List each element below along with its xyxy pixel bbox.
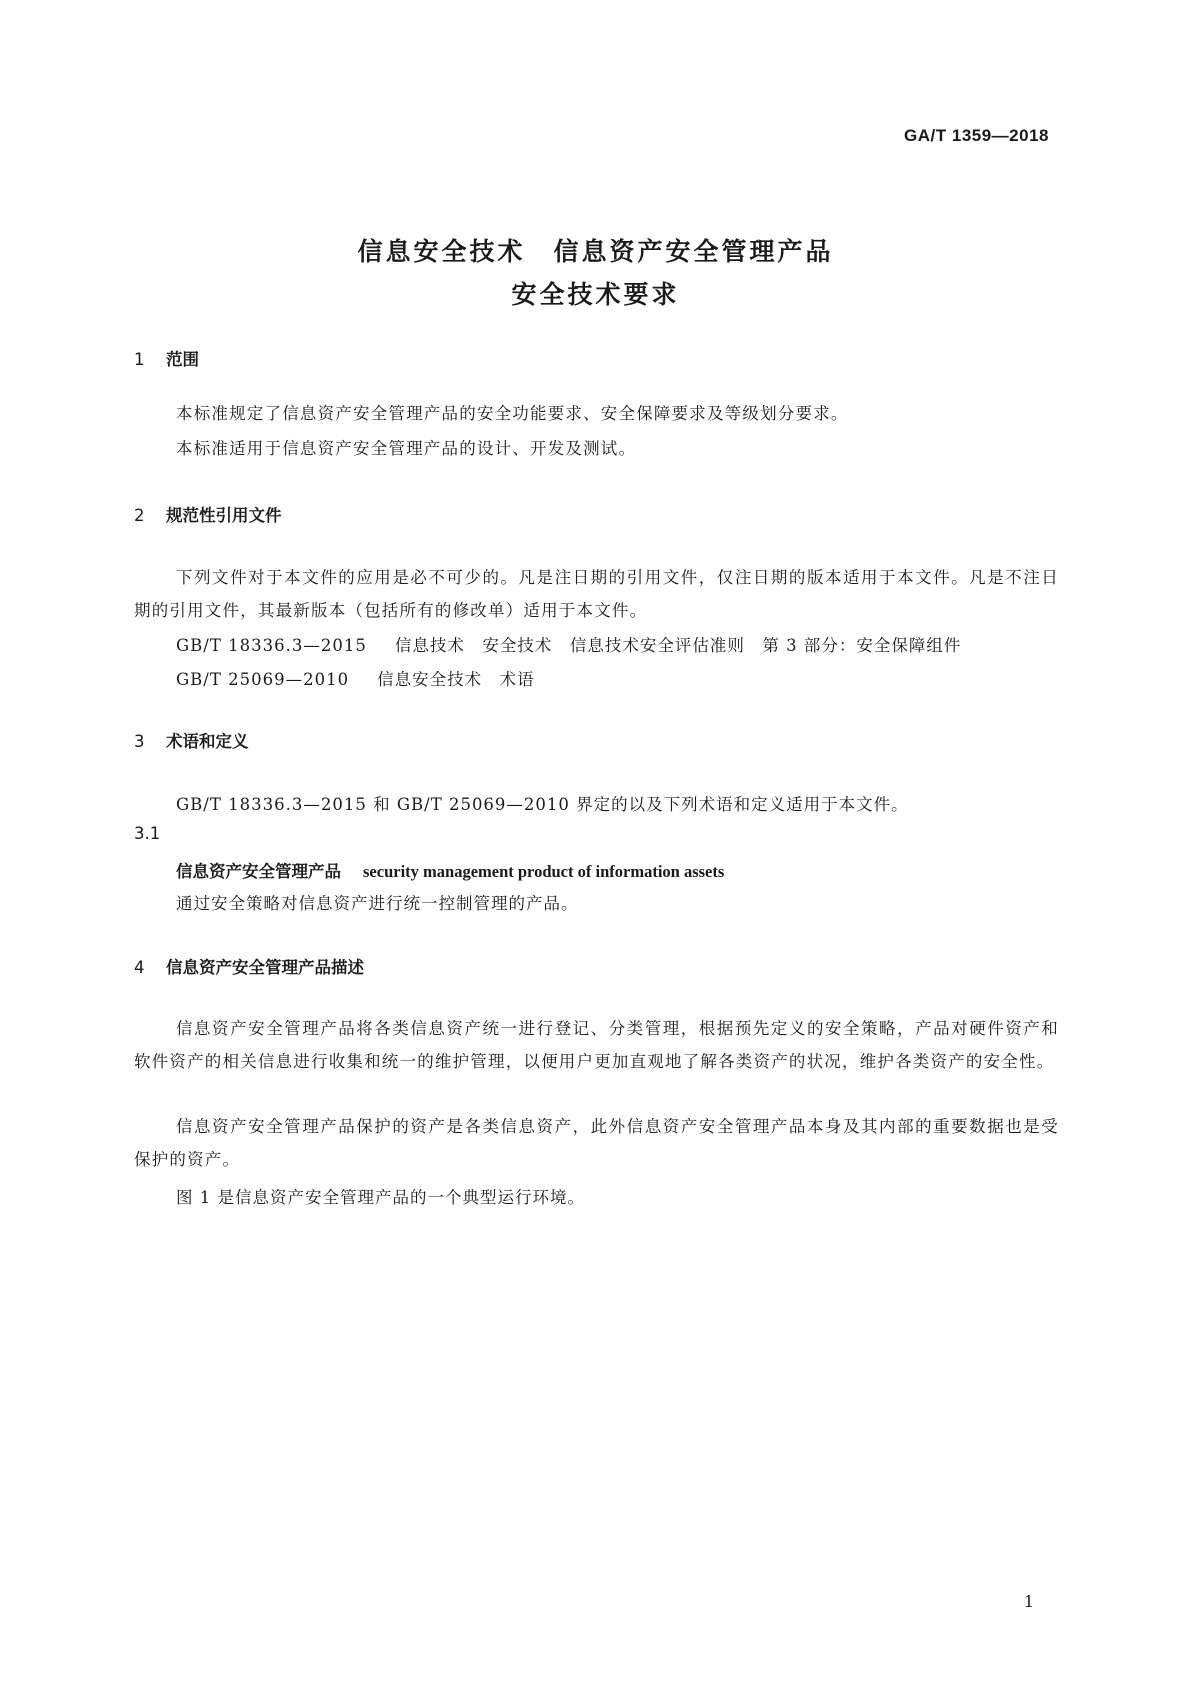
paragraph: 本标准适用于信息资产安全管理产品的设计、开发及测试。 bbox=[176, 439, 637, 458]
section-number: 3 bbox=[134, 732, 145, 751]
section-number: 1 bbox=[134, 350, 145, 369]
term-number: 3.1 bbox=[134, 824, 161, 843]
reference-title: 信息技术 安全技术 信息技术安全评估准则 第 3 部分：安全保障组件 bbox=[394, 636, 962, 655]
paragraph: 信息资产安全管理产品将各类信息资产统一进行登记、分类管理，根据预先定义的安全策略，产品对硬件资产和软件资产的相关信息进行收集和统一的维护管理，以便用户更加直观地了解各类资产的状况，维护各类资产的安全性。 bbox=[134, 1019, 1059, 1071]
section-number: 4 bbox=[134, 958, 145, 977]
paragraph: 本标准规定了信息资产安全管理产品的安全功能要求、安全保障要求及等级划分要求。 bbox=[176, 404, 849, 423]
page-number: 1 bbox=[1023, 1592, 1034, 1611]
section-2-heading bbox=[134, 502, 282, 526]
normative-reference bbox=[176, 666, 535, 690]
section-4-heading bbox=[134, 954, 364, 978]
reference-code: GB/T 25069—2010 bbox=[176, 670, 350, 689]
section-title: 范围 bbox=[166, 350, 199, 369]
section-title: 术语和定义 bbox=[166, 732, 249, 751]
section-1-heading bbox=[134, 346, 199, 370]
section-title: 信息资产安全管理产品描述 bbox=[166, 958, 364, 977]
document-title-line1: 信息安全技术 信息资产安全管理产品 bbox=[357, 237, 834, 266]
reference-code: GB/T 18336.3—2015 bbox=[176, 636, 367, 655]
paragraph: 信息资产安全管理产品保护的资产是各类信息资产，此外信息资产安全管理产品本身及其内部的重要数据也是受保护的资产。 bbox=[134, 1117, 1059, 1169]
standard-code: GA/T 1359—2018 bbox=[904, 126, 1049, 145]
section-number: 2 bbox=[134, 506, 145, 525]
term-heading bbox=[176, 858, 724, 882]
section-3-heading bbox=[134, 728, 249, 752]
paragraph: 下列文件对于本文件的应用是必不可少的。凡是注日期的引用文件，仅注日期的版本适用于本文件。凡是不注日期的引用文件，其最新版本（包括所有的修改单）适用于本文件。 bbox=[134, 568, 1059, 620]
reference-title: 信息安全技术 术语 bbox=[377, 670, 535, 689]
term-definition: 通过安全策略对信息资产进行统一控制管理的产品。 bbox=[176, 894, 579, 913]
normative-reference bbox=[176, 632, 961, 656]
paragraph: 图 1 是信息资产安全管理产品的一个典型运行环境。 bbox=[176, 1188, 585, 1207]
section-title: 规范性引用文件 bbox=[166, 506, 282, 525]
term-english: security management product of information assets bbox=[363, 862, 725, 881]
term-chinese: 信息资产安全管理产品 bbox=[176, 862, 341, 881]
document-title-line2: 安全技术要求 bbox=[511, 280, 680, 309]
paragraph: GB/T 18336.3—2015 和 GB/T 25069—2010 界定的以及下列术语和定义适用于本文件。 bbox=[176, 795, 909, 814]
